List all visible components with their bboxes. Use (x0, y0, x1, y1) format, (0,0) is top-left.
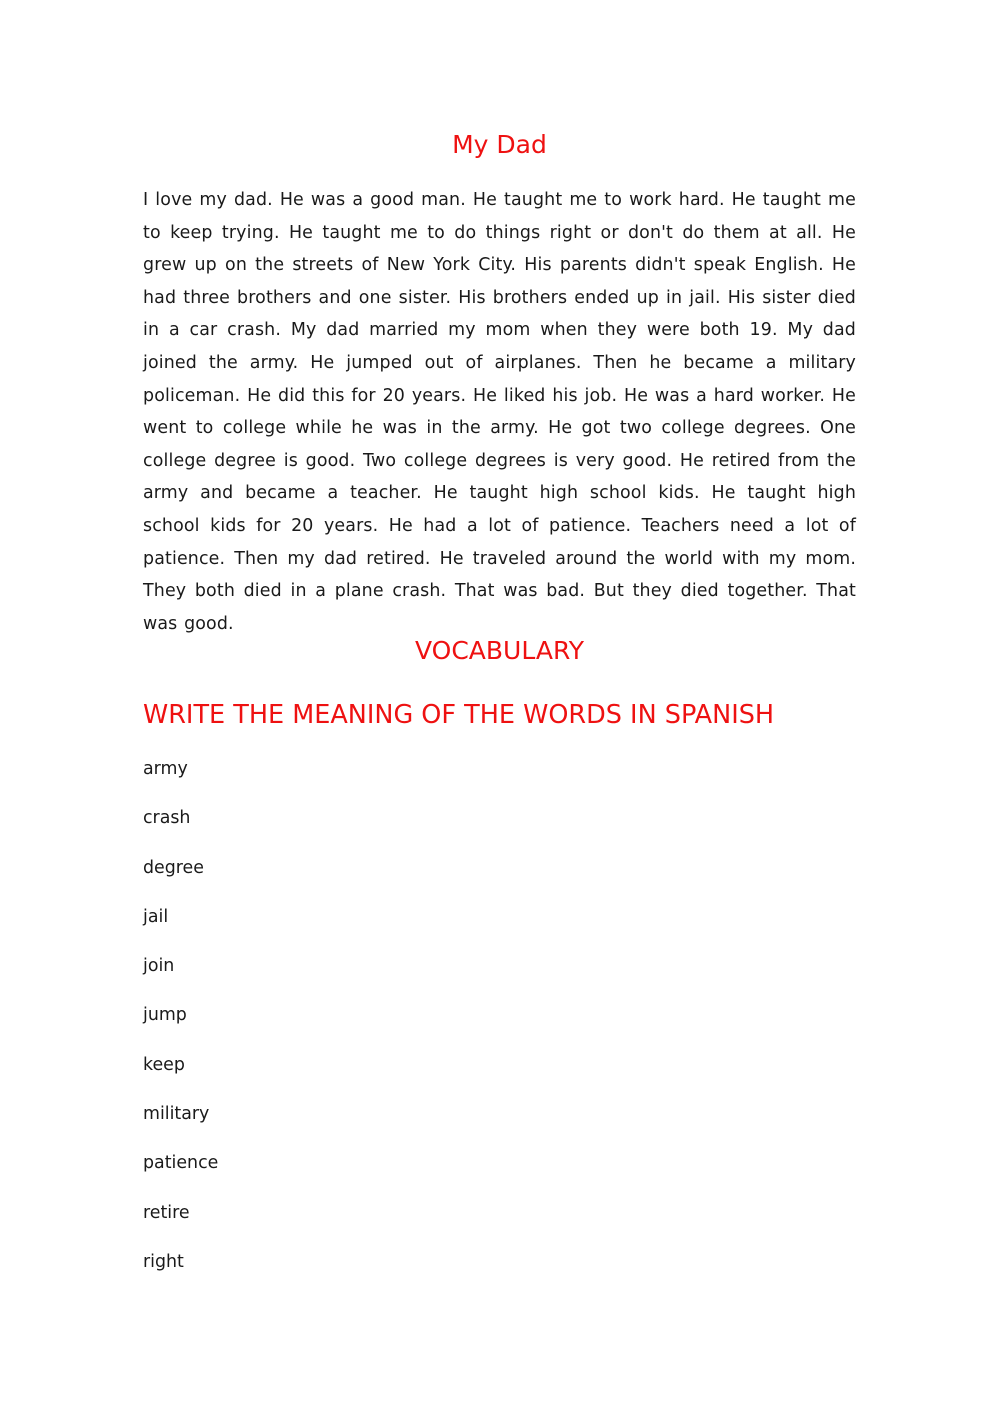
vocabulary-word: army (143, 759, 188, 779)
vocabulary-word: jail (143, 906, 169, 927)
story-text: I love my dad. He was a good man. He taught me to work hard. He taught me to keep trying. He taught me to do things right or don't do them at all. He grew up on the streets of New York City. His parents didn't speak English. He had three brothers and one sister. His brothers ended up in jail. His sister died in a car crash. My dad married my mom when they were both 19. My dad joined the army. He jumped out of airplanes. Then he became a military policeman. He did this for 20 years. He liked his job. He was a hard worker. He went to college while he was in the army. He got two college degrees. One college degree is good. Two college degrees is very good. He retired from the army and became a teacher. He taught high school kids. He taught high school kids for 20 years. He had a lot of patience. Teachers need a lot of patience. Then my dad retired. He traveled around the world with my mom. They both died in a plane crash. That was bad. But they died together. That was good. (143, 190, 856, 634)
vocabulary-list (143, 755, 218, 1297)
vocabulary-word: right (143, 1251, 184, 1272)
story-title: My Dad (452, 130, 547, 159)
vocabulary-heading: VOCABULARY (415, 636, 584, 665)
vocabulary-word: retire (143, 1202, 190, 1223)
vocabulary-word: degree (143, 857, 204, 878)
instruction-heading: WRITE THE MEANING OF THE WORDS IN SPANISH (143, 700, 775, 730)
vocabulary-word: jump (143, 1005, 187, 1026)
vocabulary-word: military (143, 1104, 210, 1125)
vocabulary-word: patience (143, 1153, 219, 1174)
vocabulary-word: join (143, 956, 175, 977)
vocabulary-word: crash (143, 808, 191, 829)
vocabulary-word: keep (143, 1054, 185, 1075)
